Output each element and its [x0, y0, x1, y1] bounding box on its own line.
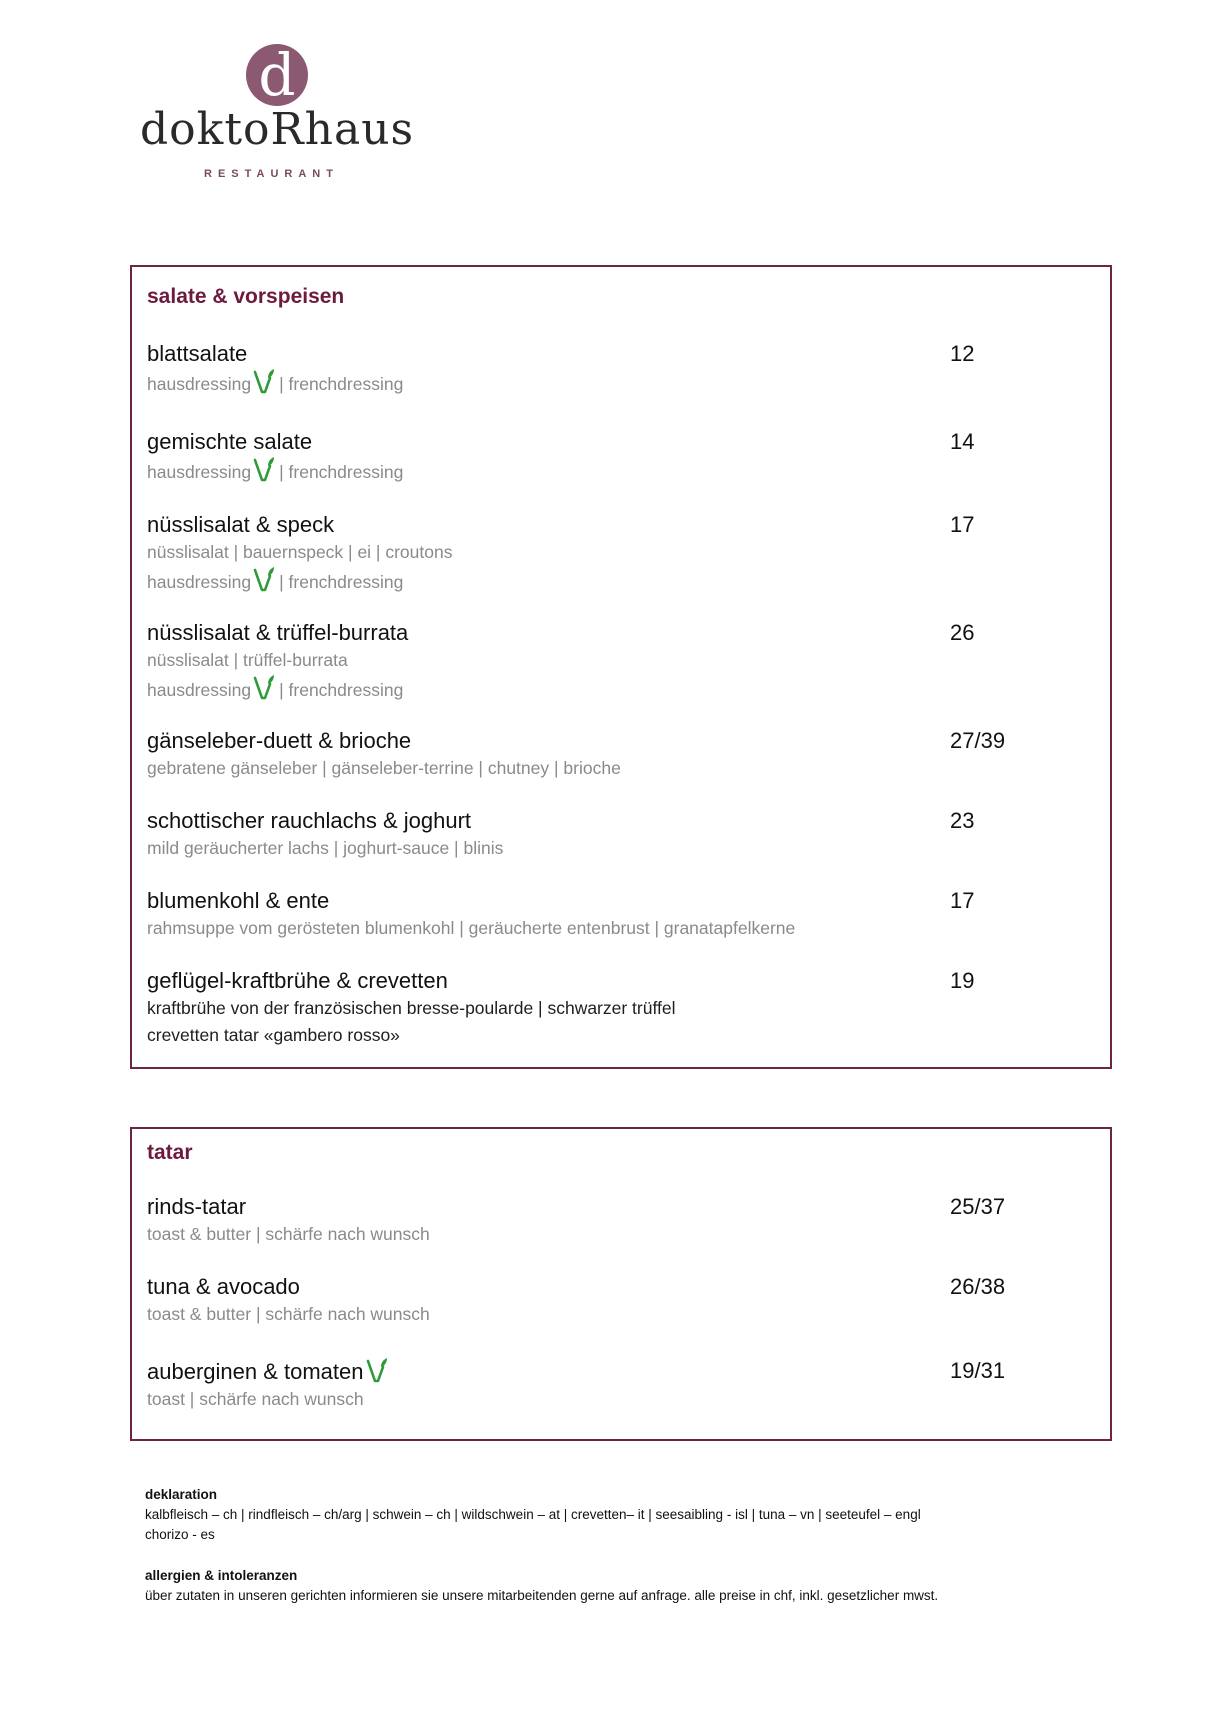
- item-name: tuna & avocado: [147, 1274, 300, 1299]
- item-name: schottischer rauchlachs & joghurt: [147, 808, 472, 833]
- restaurant-logo: [140, 40, 430, 190]
- desc-part: hausdressing: [147, 572, 252, 592]
- item-name: nüsslisalat & speck: [147, 512, 335, 537]
- item-description: gebratene gänseleber | gänseleber-terrine | chutney | brioche: [147, 758, 621, 778]
- vegan-icon: [253, 566, 275, 592]
- desc-part: | frenchdressing: [279, 462, 404, 482]
- declaration-text: chorizo - es: [145, 1527, 215, 1542]
- item-description: rahmsuppe vom gerösteten blumenkohl | geräucherte entenbrust | granatapfelkerne: [147, 918, 796, 938]
- item-name: nüsslisalat & trüffel-burrata: [147, 620, 409, 645]
- item-description: toast & butter | schärfe nach wunsch: [147, 1304, 430, 1324]
- item-name: blattsalate: [147, 341, 248, 366]
- item-price: 26/38: [950, 1274, 1006, 1299]
- item-price: 26: [950, 620, 975, 645]
- item-description: toast & butter | schärfe nach wunsch: [147, 1224, 430, 1244]
- vegan-icon: [253, 456, 275, 482]
- menu-item: [147, 807, 1087, 862]
- menu-item: [147, 619, 1087, 704]
- menu-section-tatar: [130, 1127, 1112, 1441]
- desc-part: hausdressing: [147, 374, 252, 394]
- item-name: rinds-tatar: [147, 1194, 247, 1219]
- vegan-icon: [253, 368, 275, 394]
- item-description: kraftbrühe von der französischen bresse-poularde | schwarzer trüffel: [147, 998, 676, 1018]
- desc-part: | frenchdressing: [279, 572, 404, 592]
- monogram-letter: d: [258, 41, 296, 109]
- menu-item: [147, 967, 1087, 1049]
- allergy-block: [145, 1566, 1085, 1606]
- vegan-icon: [366, 1357, 388, 1383]
- menu-item: [147, 727, 1087, 782]
- item-description: toast | schärfe nach wunsch: [147, 1389, 364, 1409]
- item-name: gemischte salate: [147, 429, 313, 454]
- item-price: 12: [950, 341, 975, 366]
- menu-item: [147, 1193, 1087, 1248]
- item-description: [147, 674, 1087, 704]
- declaration-block: [145, 1485, 1085, 1545]
- desc-part: hausdressing: [147, 462, 252, 482]
- item-price: 25/37: [950, 1194, 1006, 1219]
- desc-part: | frenchdressing: [279, 374, 404, 394]
- desc-part: | frenchdressing: [279, 680, 404, 700]
- section-title: tatar: [147, 1141, 193, 1164]
- menu-item: [147, 340, 1087, 398]
- item-price: 27/39: [950, 728, 1006, 753]
- menu-item: [147, 887, 1087, 942]
- item-price: 23: [950, 808, 975, 833]
- menu-item: [147, 428, 1087, 486]
- menu-item: [147, 511, 1087, 596]
- item-price: 17: [950, 512, 975, 537]
- item-description: nüsslisalat | trüffel-burrata: [147, 650, 348, 670]
- item-name: blumenkohl & ente: [147, 888, 330, 913]
- declaration-text: kalbfleisch – ch | rindfleisch – ch/arg | schwein – ch | wildschwein – at | crevetten– it | seesaibling - isl | tuna – vn | seeteufel – engl: [145, 1507, 921, 1522]
- item-description: mild geräucherter lachs | joghurt-sauce | blinis: [147, 838, 504, 858]
- menu-item: [147, 1357, 1087, 1413]
- section-title: salate & vorspeisen: [147, 285, 345, 308]
- item-description: [147, 456, 1087, 486]
- item-name: gänseleber-duett & brioche: [147, 728, 412, 753]
- monogram-badge: [246, 41, 308, 109]
- item-description: [147, 368, 1087, 398]
- item-price: 17: [950, 888, 975, 913]
- item-description: nüsslisalat | bauernspeck | ei | croutons: [147, 542, 453, 562]
- menu-item: [147, 1273, 1087, 1328]
- item-price: 19/31: [950, 1358, 1006, 1383]
- item-name: geflügel-kraftbrühe & crevetten: [147, 968, 448, 993]
- desc-part: hausdressing: [147, 680, 252, 700]
- brand-name: doktoRhaus: [140, 104, 415, 155]
- menu-section-salads: [130, 265, 1112, 1069]
- item-description: crevetten tatar «gambero rosso»: [147, 1025, 400, 1045]
- item-price: 19: [950, 968, 975, 993]
- item-name-text: auberginen & tomaten: [147, 1359, 364, 1384]
- declaration-title: deklaration: [145, 1487, 218, 1502]
- item-name: [147, 1357, 1087, 1386]
- item-description: [147, 566, 1087, 596]
- allergy-text: über zutaten in unseren gerichten informieren sie unsere mitarbeitenden gerne auf anfrage. alle preise in chf, inkl. gesetzlicher mwst.: [145, 1588, 939, 1603]
- brand-subtitle: RESTAURANT: [204, 168, 339, 180]
- item-price: 14: [950, 429, 975, 454]
- vegan-icon: [253, 674, 275, 700]
- allergy-title: allergien & intoleranzen: [145, 1568, 298, 1583]
